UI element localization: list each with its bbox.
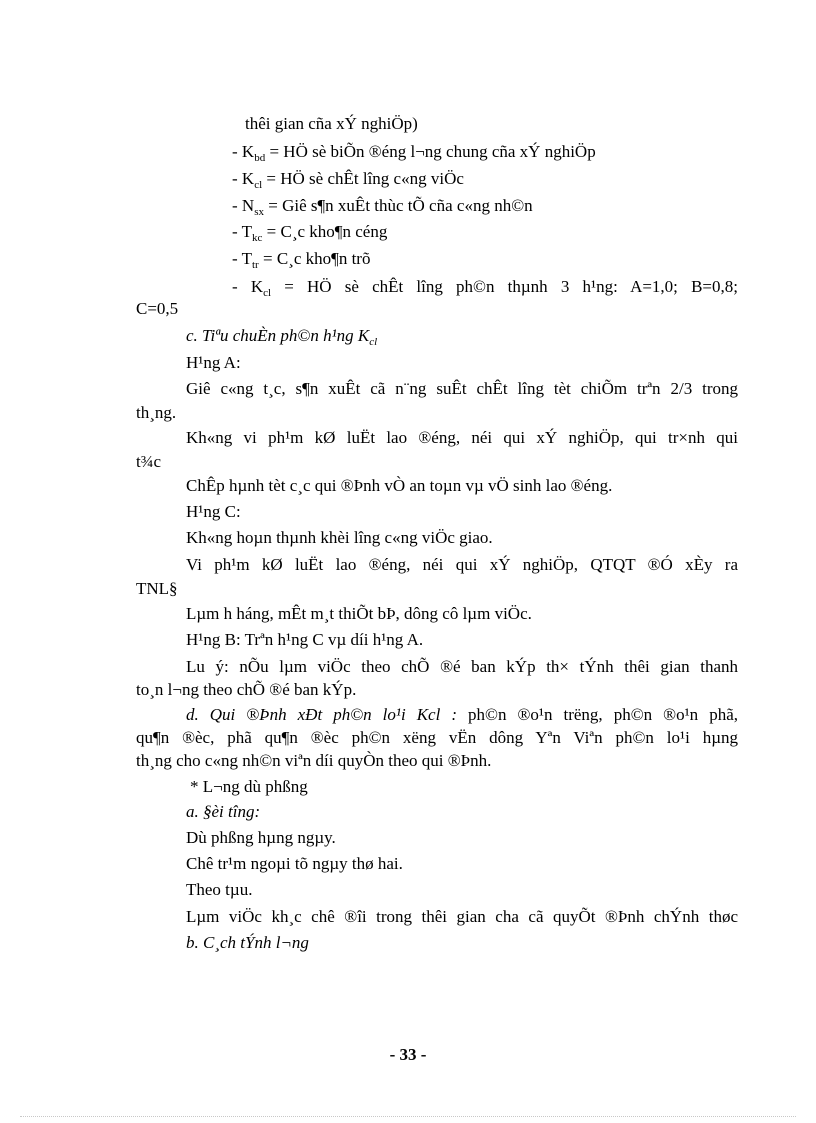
text-line: Vi ph¹m kØ luËt lao ®éng, néi qui xÝ nghiÖp, QTQT ®Ó xÈy ra — [186, 555, 738, 574]
text-line: Lu ý: nÕu lµm viÖc theo chÕ ®é ban kÝp th× tÝnh thêi gian thanh — [186, 657, 738, 676]
text-line: H¹ng A: — [186, 353, 241, 372]
text-line: d. Qui ®Þnh xÐt ph©n lo¹i Kcl : ph©n ®o¹n trëng, ph©n ®o¹n phã, — [186, 705, 738, 724]
text-line: TNL§ — [136, 579, 178, 598]
text-line: qu¶n ®èc, phã qu¶n ®èc ph©n xëng vËn dông Yªn Viªn ph©n lo¹i hµng — [136, 728, 738, 747]
text-line: * L¬ng dù phßng — [190, 777, 308, 796]
text-line: ChÊp hµnh tèt c¸c qui ®Þnh vÒ an toµn vµ vÖ sinh lao ®éng. — [186, 476, 613, 495]
formula-line: - $N_{sx}$ = Giê s¶n xuÊt thùc tÕ cña c«ng nh©n — [232, 196, 533, 218]
text-line: Chê tr¹m ngoµi tõ ngµy thø hai. — [186, 854, 403, 873]
text-line: Kh«ng vi ph¹m kØ luËt lao ®éng, néi qui xÝ nghiÖp, qui tr×nh qui — [186, 428, 738, 447]
text-line: H¹ng C: — [186, 502, 241, 521]
text-line: Dù phßng hµng ngµy. — [186, 828, 336, 847]
section-heading: c. Tiªu chuÈn ph©n h¹ng $K_{cl}$ — [186, 326, 378, 348]
text-line: Lµm viÖc kh¸c chê ®îi trong thêi gian cha cã quyÕt ®Þnh chÝnh thøc — [186, 907, 738, 926]
text-line: Kh«ng hoµn thµnh khèi lîng c«ng viÖc giao. — [186, 528, 493, 547]
formula-line: - $K_{cl}$ = HÖ sè chÊt lîng c«ng viÖc — [232, 169, 464, 191]
bottom-divider — [20, 1116, 796, 1117]
text-line: thêi gian cña xÝ nghiÖp) — [245, 114, 418, 133]
section-heading: a. §èi tîng: — [186, 802, 261, 821]
text-line: C=0,5 — [136, 299, 179, 318]
section-heading: b. C¸ch tÝnh l¬ng — [186, 933, 309, 952]
text-line: th¸ng. — [136, 403, 177, 422]
page-number: - 33 - — [389, 1045, 427, 1064]
formula-line: - $K_{cl}$ = HÖ sè chÊt lîng ph©n thµnh 3 h¹ng: A=1,0; B=0,8; — [232, 277, 738, 299]
formula-line: - $T_{tr}$ = C¸c kho¶n trõ — [232, 249, 371, 271]
text-line: Theo tµu. — [186, 880, 253, 899]
formula-line: - $T_{kc}$ = C¸c kho¶n céng — [232, 222, 388, 244]
text-line: Lµm h háng, mÊt m¸t thiÕt bÞ, dông cô lµm viÖc. — [186, 604, 532, 623]
text-line: th¸ng cho c«ng nh©n viªn díi quyÒn theo qui ®Þnh. — [136, 751, 492, 770]
text-line: t¾c — [136, 452, 162, 471]
text-line: to¸n l¬ng theo chÕ ®é ban kÝp. — [136, 680, 357, 699]
formula-line: - $K_{bd}$ = HÖ sè biÕn ®éng l¬ng chung cña xÝ nghiÖp — [232, 142, 596, 164]
text-line: Giê c«ng t¸c, s¶n xuÊt cã n¨ng suÊt chÊt lîng tèt chiÕm trªn 2/3 trong — [186, 379, 738, 398]
text-line: H¹ng B: Trªn h¹ng C vµ díi h¹ng A. — [186, 630, 424, 649]
